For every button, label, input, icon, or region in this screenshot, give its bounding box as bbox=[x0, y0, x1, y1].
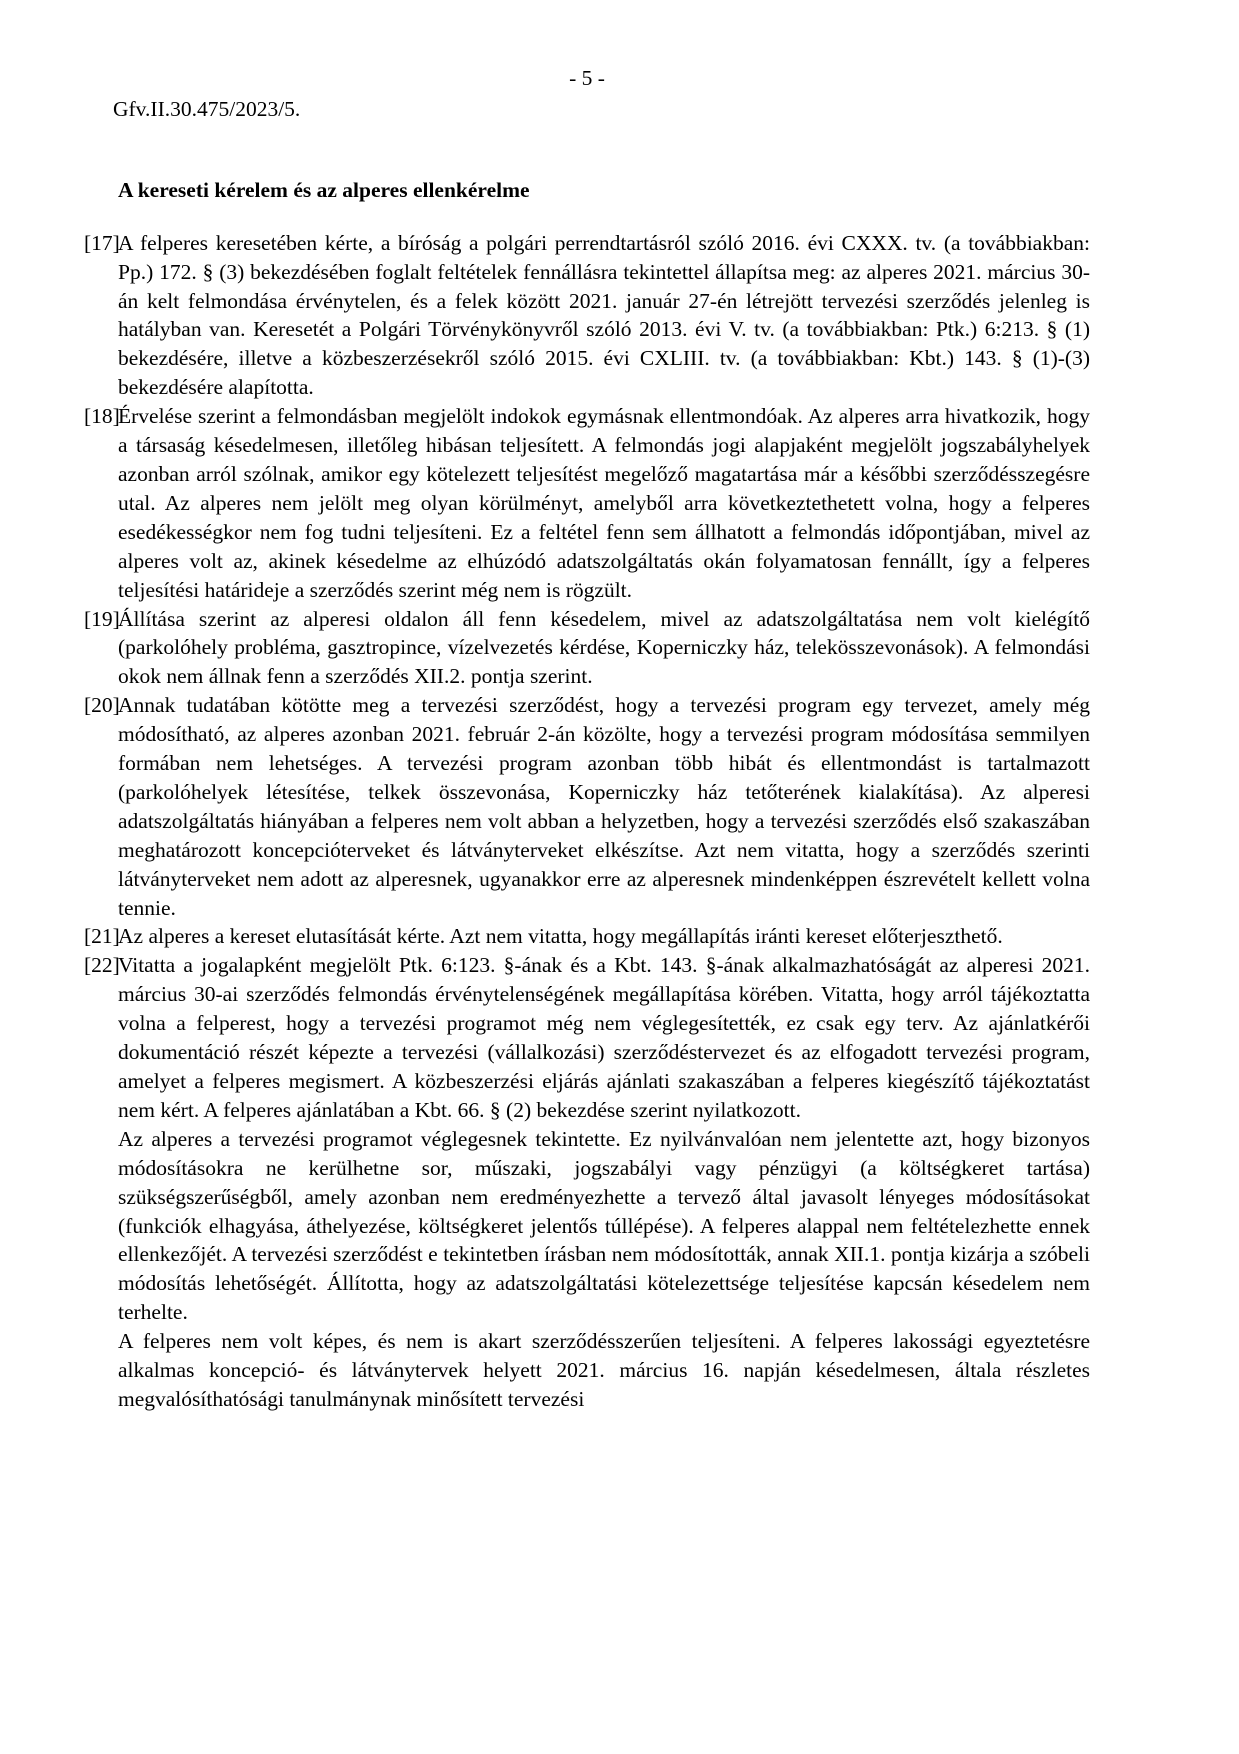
paragraph-21 bbox=[84, 922, 1090, 951]
paragraph-number: [17] bbox=[84, 230, 120, 255]
paragraph-number: [20] bbox=[84, 693, 120, 718]
page-number: - 5 - bbox=[569, 66, 605, 90]
paragraph-number: [19] bbox=[84, 606, 120, 631]
paragraph-text: Az alperes a kereset elutasítását kérte. Azt nem vitatta, hogy megállapítás iránti kereset előterjeszthető. bbox=[118, 924, 1003, 949]
paragraph-17 bbox=[84, 229, 1090, 402]
paragraph-19 bbox=[84, 605, 1090, 692]
paragraph-text: A felperes keresetében kérte, a bíróság a polgári perrendtartásról szóló 2016. évi CXXX. tv. (a továbbiakban: Pp.) 172. § (3) bekezdésében foglalt feltételek fennállásra tekintettel állapítsa meg: az alperes 2021. március 30-án kelt felmondása érvénytelen, és a felek között 2021. január 27-én létrejött tervezési szerződés jelenleg is hatályban van. Keresetét a Polgári Törvénykönyvről szóló 2013. évi V. tv. (a továbbiakban: Ptk.) 6:213. § (1) bekezdésére, illetve a közbeszerzésekről szóló 2015. évi CXLIII. tv. (a továbbiakban: Kbt.) 143. § (1)-(3) bekezdésére alapította. bbox=[118, 230, 1090, 400]
paragraph-text: Annak tudatában kötötte meg a tervezési szerződést, hogy a tervezési program egy tervezet, amely még módosítható, az alperes azonban 2021. február 2-án közölte, hogy a tervezési program módosítása semmilyen formában nem lehetséges. A tervezési program azonban több hibát és ellentmondást is tartalmazott (parkolóhelyek létesítése, telkek összevonása, Koperniczky ház tetőterének kialakítása). Az alperesi adatszolgáltatás hiányában a felperes nem volt abban a helyzetben, hogy a tervezési szerződés első szakaszában meghatározott koncepcióterveket és látványterveket elkészítse. Azt nem vitatta, hogy a szerződés szerinti látványterveket nem adott az alperesnek, ugyanakkor erre az alperesnek mindenképpen észrevételt kellett volna tennie. bbox=[118, 693, 1090, 920]
paragraph-list bbox=[84, 229, 1090, 1414]
paragraph-number: [22] bbox=[84, 953, 120, 978]
paragraph-number: [18] bbox=[84, 404, 120, 429]
paragraph-text: Állítása szerint az alperesi oldalon áll fenn késedelem, mivel az adatszolgáltatása nem volt kielégítő (parkolóhely probléma, gasztropince, vízelvezetés kérdése, Koperniczky ház, telekösszevonások). A felmondási okok nem állnak fenn a szerződés XII.2. pontja szerint. bbox=[118, 606, 1090, 689]
paragraph-text: A felperes nem volt képes, és nem is akart szerződésszerűen teljesíteni. A felperes lakossági egyeztetésre alkalmas koncepció- és látványtervek helyett 2021. március 16. napján késedelmesen, általa részletes megvalósíthatósági tanulmánynak minősített tervezési bbox=[118, 1329, 1090, 1411]
paragraph-text: Az alperes a tervezési programot véglegesnek tekintette. Ez nyilvánvalóan nem jelentette azt, hogy bizonyos módosításokra ne kerülhetne sor, műszaki, jogszabályi vagy pénzügyi (a költségkeret tartása) szükségszerűségből, amely azonban nem eredményezhette a tervező által javasolt lényeges módosításokat (funkciók elhagyása, áthelyezése, költségkeret jelentős túllépése). A felperes alappal nem feltételezhette ennek ellenkezőjét. A tervezési szerződést e tekintetben írásban nem módosították, annak XII.1. pontja kizárja a szóbeli módosítás lehetőségét. Állította, hogy az adatszolgáltatási kötelezettsége teljesítése kapcsán késedelem nem terhelte. bbox=[118, 1126, 1090, 1325]
section-heading: A kereseti kérelem és az alperes ellenkérelme bbox=[118, 177, 530, 202]
paragraph-22-continued-2 bbox=[84, 1327, 1090, 1414]
document-content bbox=[84, 64, 1090, 1414]
paragraph-number: [21] bbox=[84, 924, 120, 949]
paragraph-22 bbox=[84, 951, 1090, 1124]
case-reference: Gfv.II.30.475/2023/5. bbox=[113, 96, 301, 121]
paragraph-22-continued-1 bbox=[84, 1125, 1090, 1327]
paragraph-text: Vitatta a jogalapként megjelölt Ptk. 6:123. §-ának és a Kbt. 143. §-ának alkalmazhatóságát az alperesi 2021. március 30-ai szerződés felmondás érvénytelenségének megállapítása körében. Vitatta, hogy arról tájékoztatta volna a felperest, hogy a tervezési programot még nem véglegesítették, ez csak egy terv. Az ajánlatkérői dokumentáció részét képezte a tervezési (vállalkozási) szerződéstervezet és az elfogadott tervezési program, amelyet a felperes megismert. A közbeszerzési eljárás ajánlati szakaszában a felperes kiegészítő tájékoztatást nem kért. A felperes ajánlatában a Kbt. 66. § (2) bekezdése szerint nyilatkozott. bbox=[118, 953, 1090, 1122]
paragraph-text: Érvelése szerint a felmondásban megjelölt indokok egymásnak ellentmondóak. Az alperes arra hivatkozik, hogy a társaság késedelmesen, illetőleg hibásan teljesített. A felmondás jogi alapjaként megjelölt jogszabályhelyek azonban arról szólnak, amikor egy kötelezett teljesítést megelőző magatartása már a későbbi szerződésszegésre utal. Az alperes nem jelölt meg olyan körülményt, amelyből arra következtethetett volna, hogy a felperes esedékességkor nem fog tudni teljesíteni. Ez a feltétel fenn sem állhatott a felmondás időpontjában, mivel az alperes volt az, akinek késedelme az elhúzódó adatszolgáltatás okán folyamatosan fennállt, így a felperes teljesítési határideje a szerződés szerint még nem is rögzült. bbox=[118, 404, 1090, 602]
paragraph-20 bbox=[84, 691, 1090, 922]
paragraph-18 bbox=[84, 402, 1090, 604]
